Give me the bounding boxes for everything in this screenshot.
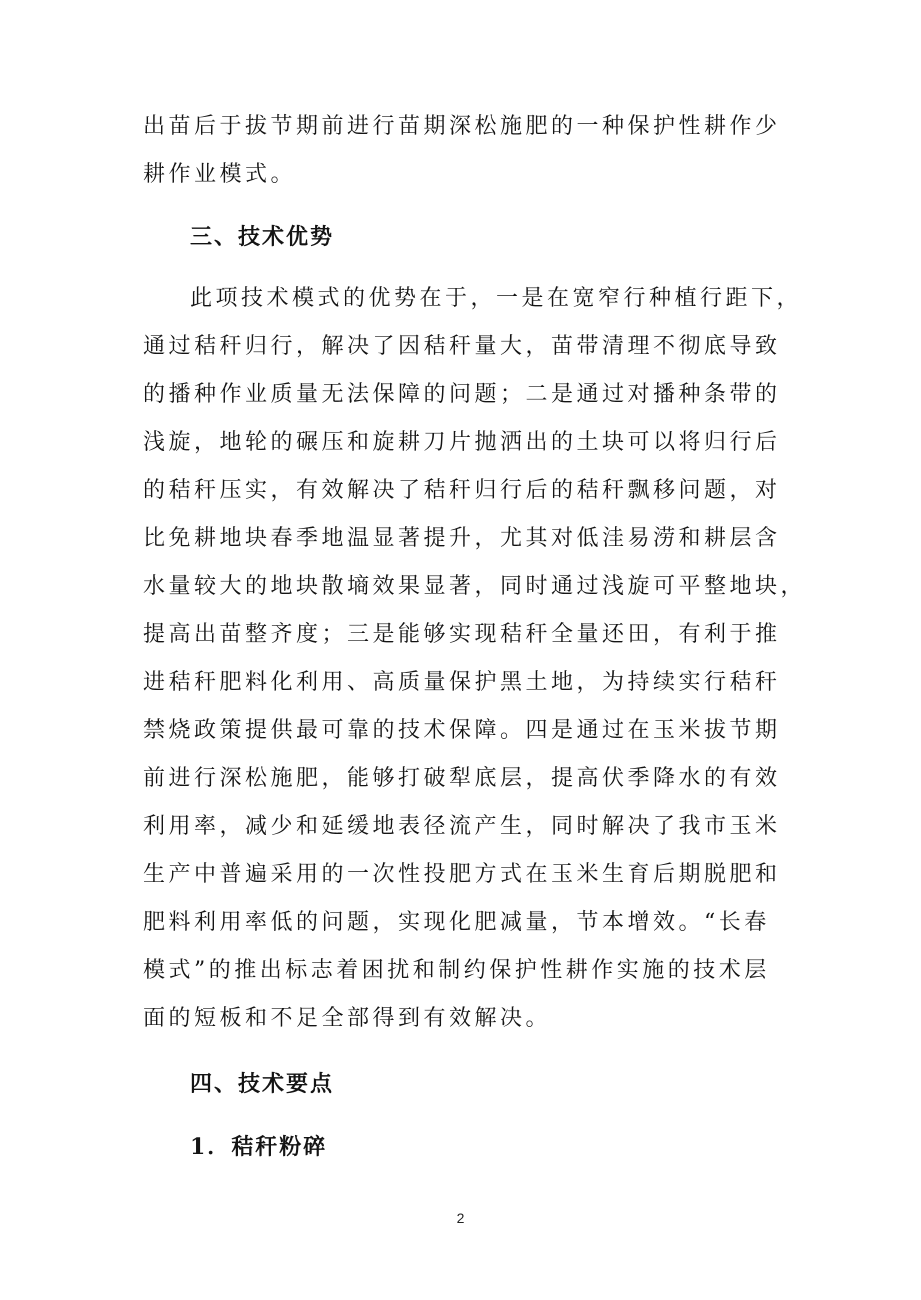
paragraph-line: 生产中普遍采用的一次性投肥方式在玉米生育后期脱肥和 [143,862,781,887]
page-body [143,103,807,1171]
paragraph-line: 出苗后于拔节期前进行苗期深松施肥的一种保护性耕作少 [143,114,781,139]
paragraph-line: 利用率，减少和延缓地表径流产生，同时解决了我市玉米 [143,814,781,839]
paragraph-line: 比免耕地块春季地温显著提升，尤其对低洼易涝和耕层含 [143,526,781,551]
paragraph-line: 模式”的推出标志着困扰和制约保护性耕作实施的技术层 [143,958,770,983]
section-heading-key-points: 四、技术要点 [190,1071,335,1097]
paragraph-line: 提高出苗整齐度；三是能够实现秸秆全量还田，有利于推 [143,622,781,647]
paragraph-line: 通过秸秆归行，解决了因秸秆量大，苗带清理不彻底导致 [143,334,781,359]
page-number: 2 [456,1210,465,1226]
paragraph-line: 肥料利用率低的问题，实现化肥减量，节本增效。“长春 [143,910,770,935]
paragraph-line: 面的短板和不足全部得到有效解决。 [143,1006,552,1031]
paragraph-line: 此项技术模式的优势在于，一是在宽窄行种植行距下， [190,286,803,311]
paragraph-line: 禁烧政策提供最可靠的技术保障。四是通过在玉米拔节期 [143,718,781,743]
subheading-straw-crushing: 1．秸秆粉碎 [190,1134,328,1160]
paragraph-line: 的秸秆压实，有效解决了秸秆归行后的秸秆飘移问题，对 [143,478,781,503]
paragraph-line: 耕作业模式。 [143,162,297,187]
paragraph-line: 浅旋，地轮的碾压和旋耕刀片抛洒出的土块可以将归行后 [143,430,781,455]
paragraph-line: 的播种作业质量无法保障的问题；二是通过对播种条带的 [143,382,781,407]
advantages-paragraph [143,275,807,1043]
paragraph-line: 水量较大的地块散墒效果显著，同时通过浅旋可平整地块， [143,574,807,599]
section-heading-advantages: 三、技术优势 [190,224,335,250]
paragraph-line: 进秸秆肥料化利用、高质量保护黑土地，为持续实行秸秆 [143,670,781,695]
paragraph-line: 前进行深松施肥，能够打破犁底层，提高伏季降水的有效 [143,766,781,791]
